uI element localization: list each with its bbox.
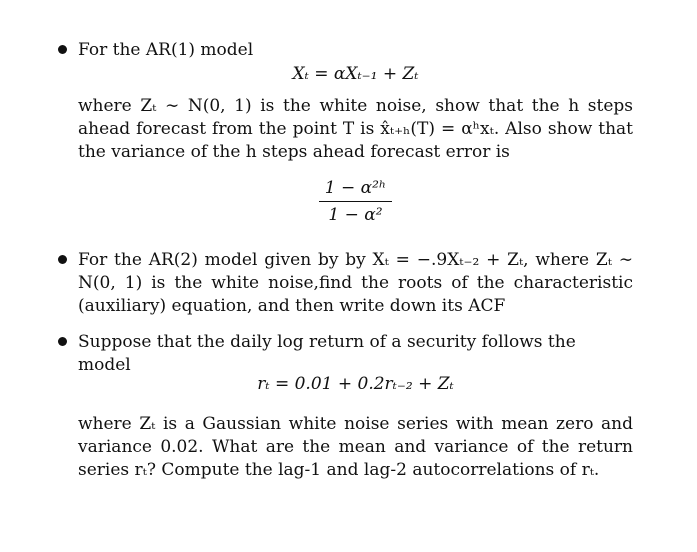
item-2-body: For the AR(2) model given by by Xₜ = −.9Xₜ₋₂ + Zₜ, where Zₜ ∼ N(0, 1) is the white noise,find the roots of the characteristic (auxiliary) equation, and then write down its ACF — [78, 250, 633, 316]
item-1-fraction — [78, 178, 633, 225]
item-1-equation: Xₜ = αXₜ₋₁ + Zₜ — [292, 64, 419, 84]
item-3-body: where Zₜ is a Gaussian white noise series with mean zero and variance 0.02. What are the mean and variance of the return series rₜ? Compute the lag-1 and lag-2 autocorrelations of rₜ. — [78, 414, 633, 480]
item-1-intro: For the AR(1) model — [78, 40, 254, 60]
item-3-intro: Suppose that the daily log return of a security follows the model — [78, 332, 576, 375]
item-1-body: where Zₜ ∼ N(0, 1) is the white noise, show that the h steps ahead forecast from the point T is x̂ₜ₊ₕ(T) = αʰxₜ. Also show that the variance of the h steps ahead forecast error is — [78, 96, 633, 162]
item-3-equation: rₜ = 0.01 + 0.2rₜ₋₂ + Zₜ — [257, 374, 454, 394]
bullet-3 — [58, 337, 67, 346]
bullet-1 — [58, 45, 67, 54]
fraction-denominator: 1 − α² — [328, 205, 383, 225]
bullet-2 — [58, 255, 67, 264]
fraction-numerator: 1 − α²ʰ — [324, 178, 387, 198]
